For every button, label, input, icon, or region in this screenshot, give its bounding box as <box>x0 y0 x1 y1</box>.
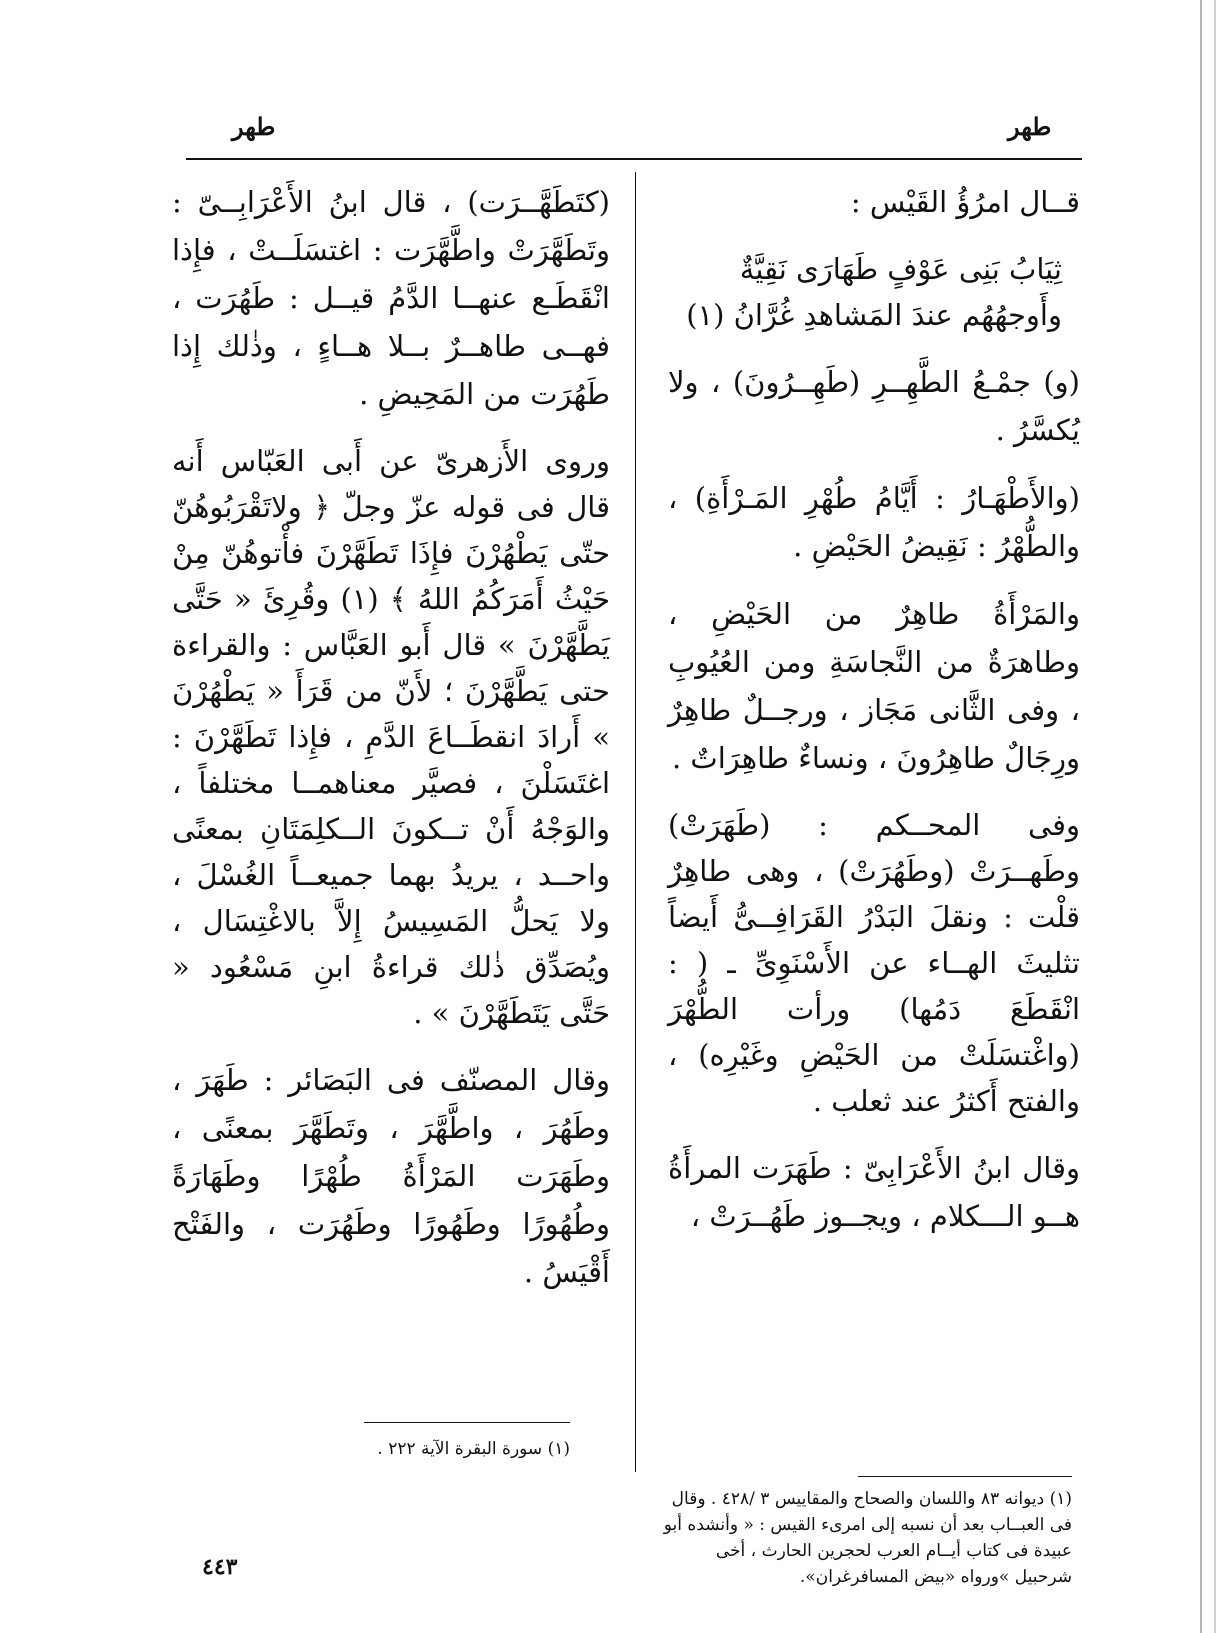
paragraph: وروى الأَزهرىّ عن أَبى العَبّاس أَنه قال فى قوله عزّ وجلّ ﴿ ولاتَقْرَبُوهُنّ حتّى يَطْهُرْنَ فإِذَا تَطَهَّرْنَ فأْتوهُنّ مِنْ حَيْثُ أَمَرَكُمُ اللهُ ﴾ (١) وقُرِئَ « حَتَّى يَطَّهَّرْنَ » قال أَبو العَبَّاس : والقراءة حتى يَطَّهَّرْنَ ؛ لأَنّ من قَرَأَ « يَطْهُرْنَ » أَرادَ انقطَــاعَ الدَّمِ ، فإِذا تَطَهَّرْنَ : اغتَسَلْنَ ، فصيَّر معناهمــا مختلفاً ، والوَجْهُ أَنْ تــكونَ الــكلِمَتَانِ بمعنًى واحــد ، يريدُ بهما جميعــاً الغُسْلَ ، ولا يَحلُّ المَسِيسُ إِلاَّ بالاغْتِسَال ، ويُصَدِّق ذٰلك قراءةُ ابنِ مَسْعُود « حَتَّى يَتَطَهَّرْنَ » . <box>172 444 610 1030</box>
scan-edge-line-outer <box>1214 0 1216 1633</box>
header-rule <box>186 158 1082 160</box>
paragraph: (كتَطَهَّــرَت) ، قال ابنُ الأَعْرَابِــىّ : وتَطَهَّرَتْ واطَّهَّرَت : اغتسَلَــتْ ، فإِذا انْقَطَـع عنهــا الدَّمُ قيــل : طَهُرَت ، فهــى طاهــرٌ بــلا هــاءٍ ، وذٰلك إِذا طَهُرَت من المَحِيضِ . <box>172 185 610 411</box>
scan-edge-line <box>1200 0 1202 1633</box>
left-column <box>172 178 610 1316</box>
page-number: ٤٤٣ <box>202 1554 238 1580</box>
footnote-left: (١) سورة البقرة الآية ٢٢٢ . <box>377 1439 570 1459</box>
paragraph: وقال ابنُ الأَعْرَابِىّ : طَهَرَت المرأَةُ هــو الـــكلام ، ويجــوز طَهُــرَتْ ، <box>668 1151 1080 1233</box>
footnote-rule-left <box>364 1422 570 1423</box>
right-column <box>668 178 1080 1260</box>
paragraph: (و) جمْـعُ الطَّهِــرِ (طَهِــرُونَ) ، ولا يُكسَّرُ . <box>668 365 1080 447</box>
paragraph: وقال المصنّف فى البَصَائر : طَهَرَ ، وطَهُرَ ، واطَّهَّرَ ، وتَطَهَّرَ بمعنًى ، وطَهَرَت المَرْأَةُ طُهْرًا وطَهَارَةً وطُهُورًا وطَهُورًا وطَهُرَت ، والفَتْح أَقْيَسُ . <box>172 1063 610 1289</box>
verse-line-2: وأَوجهُهُم عندَ المَشاهدِ غُرَّانُ (١) <box>686 298 1062 332</box>
poetry-verse <box>668 246 1080 338</box>
paragraph: والمَرْأَةُ طاهِرٌ من الحَيْضِ ، وطاهرَةٌ من النَّجاسَةِ ومن العُيُوبِ ، وفى الثَّانى مَجَاز ، ورجــلٌ طاهِرٌ ورِجَالٌ طاهِرُونَ ، ونساءٌ طاهِرَاتٌ . <box>668 597 1080 775</box>
paragraph: قــال امرُؤُ القَيْس : <box>850 185 1080 219</box>
column-divider <box>635 172 636 1472</box>
running-head-left: طهر <box>232 112 276 141</box>
running-head-right: طهر <box>1008 112 1052 141</box>
paragraph: وفى المحــكم : (طَهَرَتْ) وطَهــرَتْ (وطَهُرَتْ) ، وهى طاهِرٌ قلْت : ونقلَ البَدْرُ القَرَافِــىُّ أَيضاً تثليثَ الهــاء عن الأَسْنَوِىِّ ـ ( : انْقَطَعَ دَمُها) ورأت الطُّهْرَ (واغْتسَلَتْ من الحَيْضِ وغَيْرِه) ، والفتح أَكثرُ عند ثعلب . <box>668 808 1080 1118</box>
paragraph: (والأَطْهَـارُ : أَيَّامُ طُهْرِ المَـرْأَةِ) ، والطُّهْرُ : نَقِيضُ الحَيْضِ . <box>668 481 1080 563</box>
verse-line-1: ثِيَابُ بَنِى عَوْفٍ طَهَارَى نَقِيَّةٌ <box>739 252 1062 286</box>
footnote-rule-right <box>858 1476 1072 1477</box>
footnote-right: (١) ديوانه ٨٣ واللسان والصحاح والمقاييس ٣ /٤٢٨ . وقال فى العبــاب بعد أن نسبه إلى امرىء القيس : « وأنشده أبو عبيدة فى كتاب أيــام العرب لحجرين الحارث ، أخى شرحبيل »ورواه «بيض المسافرغران». <box>663 1489 1072 1587</box>
